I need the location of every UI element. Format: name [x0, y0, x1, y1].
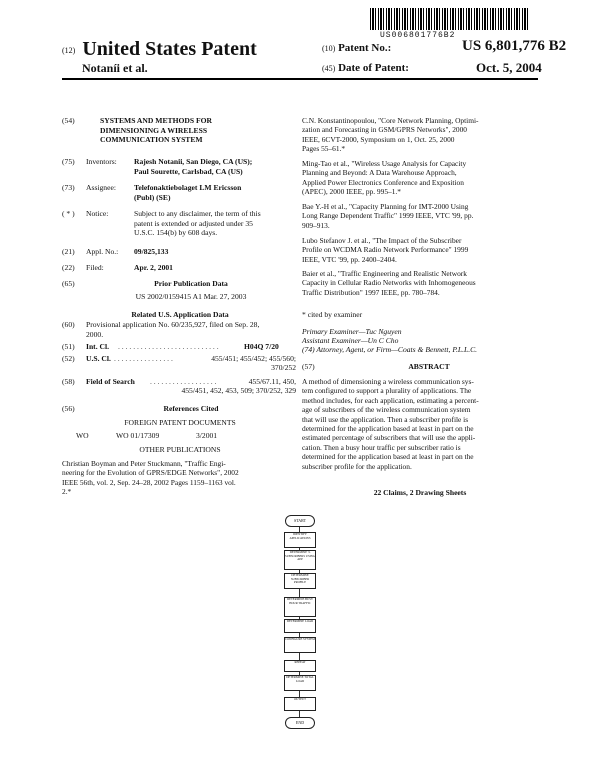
- filed-value: Apr. 2, 2001: [134, 263, 173, 272]
- reference-entry: [302, 159, 538, 197]
- us-cl-label: U.S. Cl.: [86, 354, 111, 363]
- code-54: (54): [62, 116, 75, 125]
- inventor-line: Rajesh Notanii, San Diego, CA (US);: [134, 157, 253, 166]
- patent-no-label-text: Patent No.:: [338, 42, 392, 54]
- reference-line: Baier et al., "Traffic Engineering and Realistic Network: [302, 269, 467, 278]
- abstract-line: cation. Then a busy hour traffic per subscriber ratio is: [302, 442, 461, 452]
- code-65: (65): [62, 279, 75, 288]
- inventors-label: Inventors:: [86, 157, 117, 166]
- abstract-line: that will use the application. Then a subscriber profile is: [302, 414, 469, 424]
- flowchart-step: IDENTIFY APPLICATIONS: [284, 532, 316, 548]
- assignee-label: Assignee:: [86, 183, 116, 192]
- code-51: (51): [62, 342, 75, 351]
- reference-line: Lubo Stefanov J. et al., "The Impact of the Subscriber: [302, 236, 462, 245]
- prior-pub-heading: Prior Publication Data: [154, 279, 228, 288]
- reference-line: Traffic Distribution" 1997 IEEE, pp. 780–784.: [302, 287, 440, 297]
- reference-line: IEEE, 6CVT-2000, Symposium on 1, Oct. 25, 2000: [302, 134, 455, 144]
- appl-no-value: 09/825,133: [134, 247, 169, 256]
- int-cl-value: H04Q 7/20: [244, 342, 279, 351]
- reference-line: Capacity in Cellular Radio Networks with Inhomogeneous: [302, 278, 476, 288]
- abstract-line: age of subscribers of the wireless communication system: [302, 405, 471, 415]
- inventors-short: Notaníi et al.: [82, 61, 148, 75]
- barcode: [370, 8, 530, 30]
- inventor-line: Paul Sourette, Carlsbad, CA (US): [134, 166, 243, 176]
- patent-date: Oct. 5, 2004: [476, 60, 542, 75]
- patent-number: US 6,801,776 B2: [462, 38, 567, 54]
- attorney: (74) Attorney, Agent, or Firm—Coats & Bennett, P.L.L.C.: [302, 345, 478, 354]
- code-75: (75): [62, 157, 75, 166]
- notice-line: patent is extended or adjusted under 35: [134, 218, 253, 228]
- foreign-date: 3/2001: [196, 431, 218, 440]
- reference-line: C.N. Konstantinopoulou, "Core Network Planning, Optimi-: [302, 116, 479, 125]
- abstract-line: determined for the application based at least in part on the: [302, 452, 474, 462]
- assignee-line: (Publ) (SE): [134, 192, 171, 202]
- notice-line: Subject to any disclaimer, the term of this: [134, 209, 261, 218]
- reference-line: (APEC), 2000 IEEE, pp. 995–1.*: [302, 187, 401, 197]
- assignee-line: Telefonaktiebolaget LM Ericsson: [134, 183, 242, 192]
- other-pub-line: IEEE 56th, vol. 2, Sep. 24–28, 2002 Pages 1159–1163 vol.: [62, 477, 236, 487]
- notice-block: [134, 209, 294, 238]
- flowchart-step: DETERMINE TOTAL LOAD: [284, 675, 316, 691]
- filed-label: Filed:: [86, 263, 104, 272]
- flowchart-step: OUTPUT: [284, 697, 316, 711]
- barcode-number: US006801776B2: [380, 31, 456, 40]
- provisional-block: [86, 320, 296, 339]
- reference-entry: [302, 116, 538, 154]
- code-45: (45): [322, 64, 336, 73]
- reference-line: Pages 55–61.*: [302, 144, 346, 154]
- code-10: (10): [322, 44, 336, 53]
- inventors-block: [134, 157, 294, 176]
- abstract-heading: ABSTRACT: [408, 362, 450, 371]
- int-cl-leader: . . . . . . . . . . . . . . . . . . . . . . . . . . .: [118, 342, 219, 351]
- code-22: (22): [62, 263, 75, 272]
- flowchart-step: DETERMINE BUSY HOUR TRAFFIC: [284, 597, 316, 617]
- flowchart-start: START: [285, 515, 315, 527]
- flowchart-step: CONFIGURE SYSTEM: [284, 637, 316, 653]
- other-pub-line: Christian Boyman and Peter Stuckmann, "Traffic Engi-: [62, 459, 226, 468]
- us-cl-leader: . . . . . . . . . . . . . . . .: [114, 354, 173, 363]
- appl-no-label: Appl. No.:: [86, 247, 119, 256]
- provisional-line: 2000.: [86, 329, 104, 339]
- notice-line: U.S.C. 154(b) by 608 days.: [134, 228, 218, 238]
- other-pub-line: 2.*: [62, 487, 72, 497]
- title-line: SYSTEMS AND METHODS FOR: [100, 116, 213, 125]
- title-line: COMMUNICATION SYSTEM: [100, 135, 203, 145]
- code-52: (52): [62, 354, 75, 363]
- patent-office-title: [62, 38, 257, 61]
- provisional-line: Provisional application No. 60/235,927, filed on Sep. 28,: [86, 320, 260, 329]
- prior-pub-line: US 2002/0159415 A1 Mar. 27, 2003: [135, 292, 247, 301]
- abstract-line: determined for the application based at least in part on the: [302, 424, 474, 434]
- claims-line: 22 Claims, 2 Drawing Sheets: [373, 488, 467, 497]
- int-cl-label: Int. Cl.: [86, 342, 109, 351]
- abstract-body: [302, 377, 538, 471]
- search-leader: . . . . . . . . . . . . . . . . . .: [150, 377, 217, 386]
- us-cl-value: 455/451; 455/452; 455/560;: [211, 354, 296, 363]
- reference-line: zation and Forecasting in GSM/GPRS Networks", 2000: [302, 125, 467, 135]
- reference-line: Ming-Tao et al., "Wireless Usage Analysis for Capacity: [302, 159, 467, 168]
- reference-entry: [302, 236, 538, 264]
- abstract-line: tem configured to support a plurality of applications. The: [302, 386, 472, 396]
- flowchart-step: REPEAT: [284, 660, 316, 672]
- foreign-country: WO: [76, 431, 89, 440]
- office-name: United States Patent: [82, 38, 257, 60]
- abstract-line: A method of dimensioning a wireless communication sys-: [302, 377, 474, 386]
- search-field-label: Field of Search: [86, 377, 135, 386]
- notice-label: Notice:: [86, 209, 109, 218]
- abstract-line: subscriber profile for the application.: [302, 461, 412, 471]
- title-block: [100, 116, 290, 145]
- related-heading: Related U.S. Application Data: [131, 310, 229, 319]
- code-56: (56): [62, 404, 75, 413]
- reference-entry: [302, 269, 538, 297]
- search-field-value: 455/67.11, 450,: [248, 377, 296, 386]
- code-73: (73): [62, 183, 75, 192]
- flowchart-end: END: [285, 717, 315, 729]
- code-57: (57): [302, 362, 315, 371]
- foreign-number: WO 01/17309: [116, 431, 160, 440]
- assignee-block: [134, 183, 294, 202]
- patent-date-label: [322, 62, 409, 74]
- reference-line: Long Range Dependent Traffic" 1999 IEEE, VTC '99, pp.: [302, 211, 474, 221]
- other-pub-line: neering for the Evolution of GPRS/EDGE Networks", 2002: [62, 468, 239, 478]
- other-pub-entry: [62, 459, 298, 497]
- primary-examiner: Primary Examiner—Tuc Nguyen: [302, 327, 402, 336]
- other-pubs-heading: OTHER PUBLICATIONS: [139, 445, 221, 454]
- references-heading: References Cited: [163, 404, 219, 413]
- header-rule: [62, 78, 538, 80]
- abstract-line: method includes, for each application, estimating a percent-: [302, 395, 479, 405]
- reference-line: Bae Y.-H et al., "Capacity Planning for IMT-2000 Using: [302, 202, 469, 211]
- reference-line: 909–913.: [302, 220, 330, 230]
- patent-no-label: [322, 42, 391, 54]
- code-12: (12): [62, 45, 76, 55]
- patent-date-label-text: Date of Patent:: [338, 62, 409, 74]
- cited-by-examiner: * cited by examiner: [302, 310, 363, 319]
- code-21: (21): [62, 247, 75, 256]
- title-line: DIMENSIONING A WIRELESS: [100, 125, 208, 135]
- reference-line: IEEE, VTC '99, pp. 2400–2404.: [302, 254, 397, 264]
- code-60: (60): [62, 320, 75, 329]
- reference-entry: [302, 202, 538, 230]
- search-field-value-2: 455/451, 452, 453, 509; 370/252, 329: [181, 386, 296, 395]
- us-cl-value-2: 370/252: [271, 363, 296, 372]
- code-58: (58): [62, 377, 75, 386]
- abstract-line: estimated percentage of subscribers that will use the appli-: [302, 433, 476, 443]
- reference-line: Planning and Beyond: A Data Warehouse Approach,: [302, 168, 457, 178]
- reference-line: Profile on WCDMA Radio Network Performance" 1999: [302, 245, 469, 255]
- reference-line: Applied Power Electronics Conference and Exposition: [302, 177, 464, 187]
- assistant-examiner: Assistant Examiner—Un C Cho: [302, 336, 399, 345]
- flowchart-step: DETERMINE LOAD: [284, 619, 316, 633]
- foreign-heading: FOREIGN PATENT DOCUMENTS: [124, 418, 236, 427]
- flowchart-step: DETERMINE SUBSCRIBER PROFILE: [284, 573, 316, 589]
- flowchart-step: DETERMINE % SUBSCRIBERS USING APP: [284, 550, 316, 570]
- code-notice: ( * ): [62, 209, 75, 218]
